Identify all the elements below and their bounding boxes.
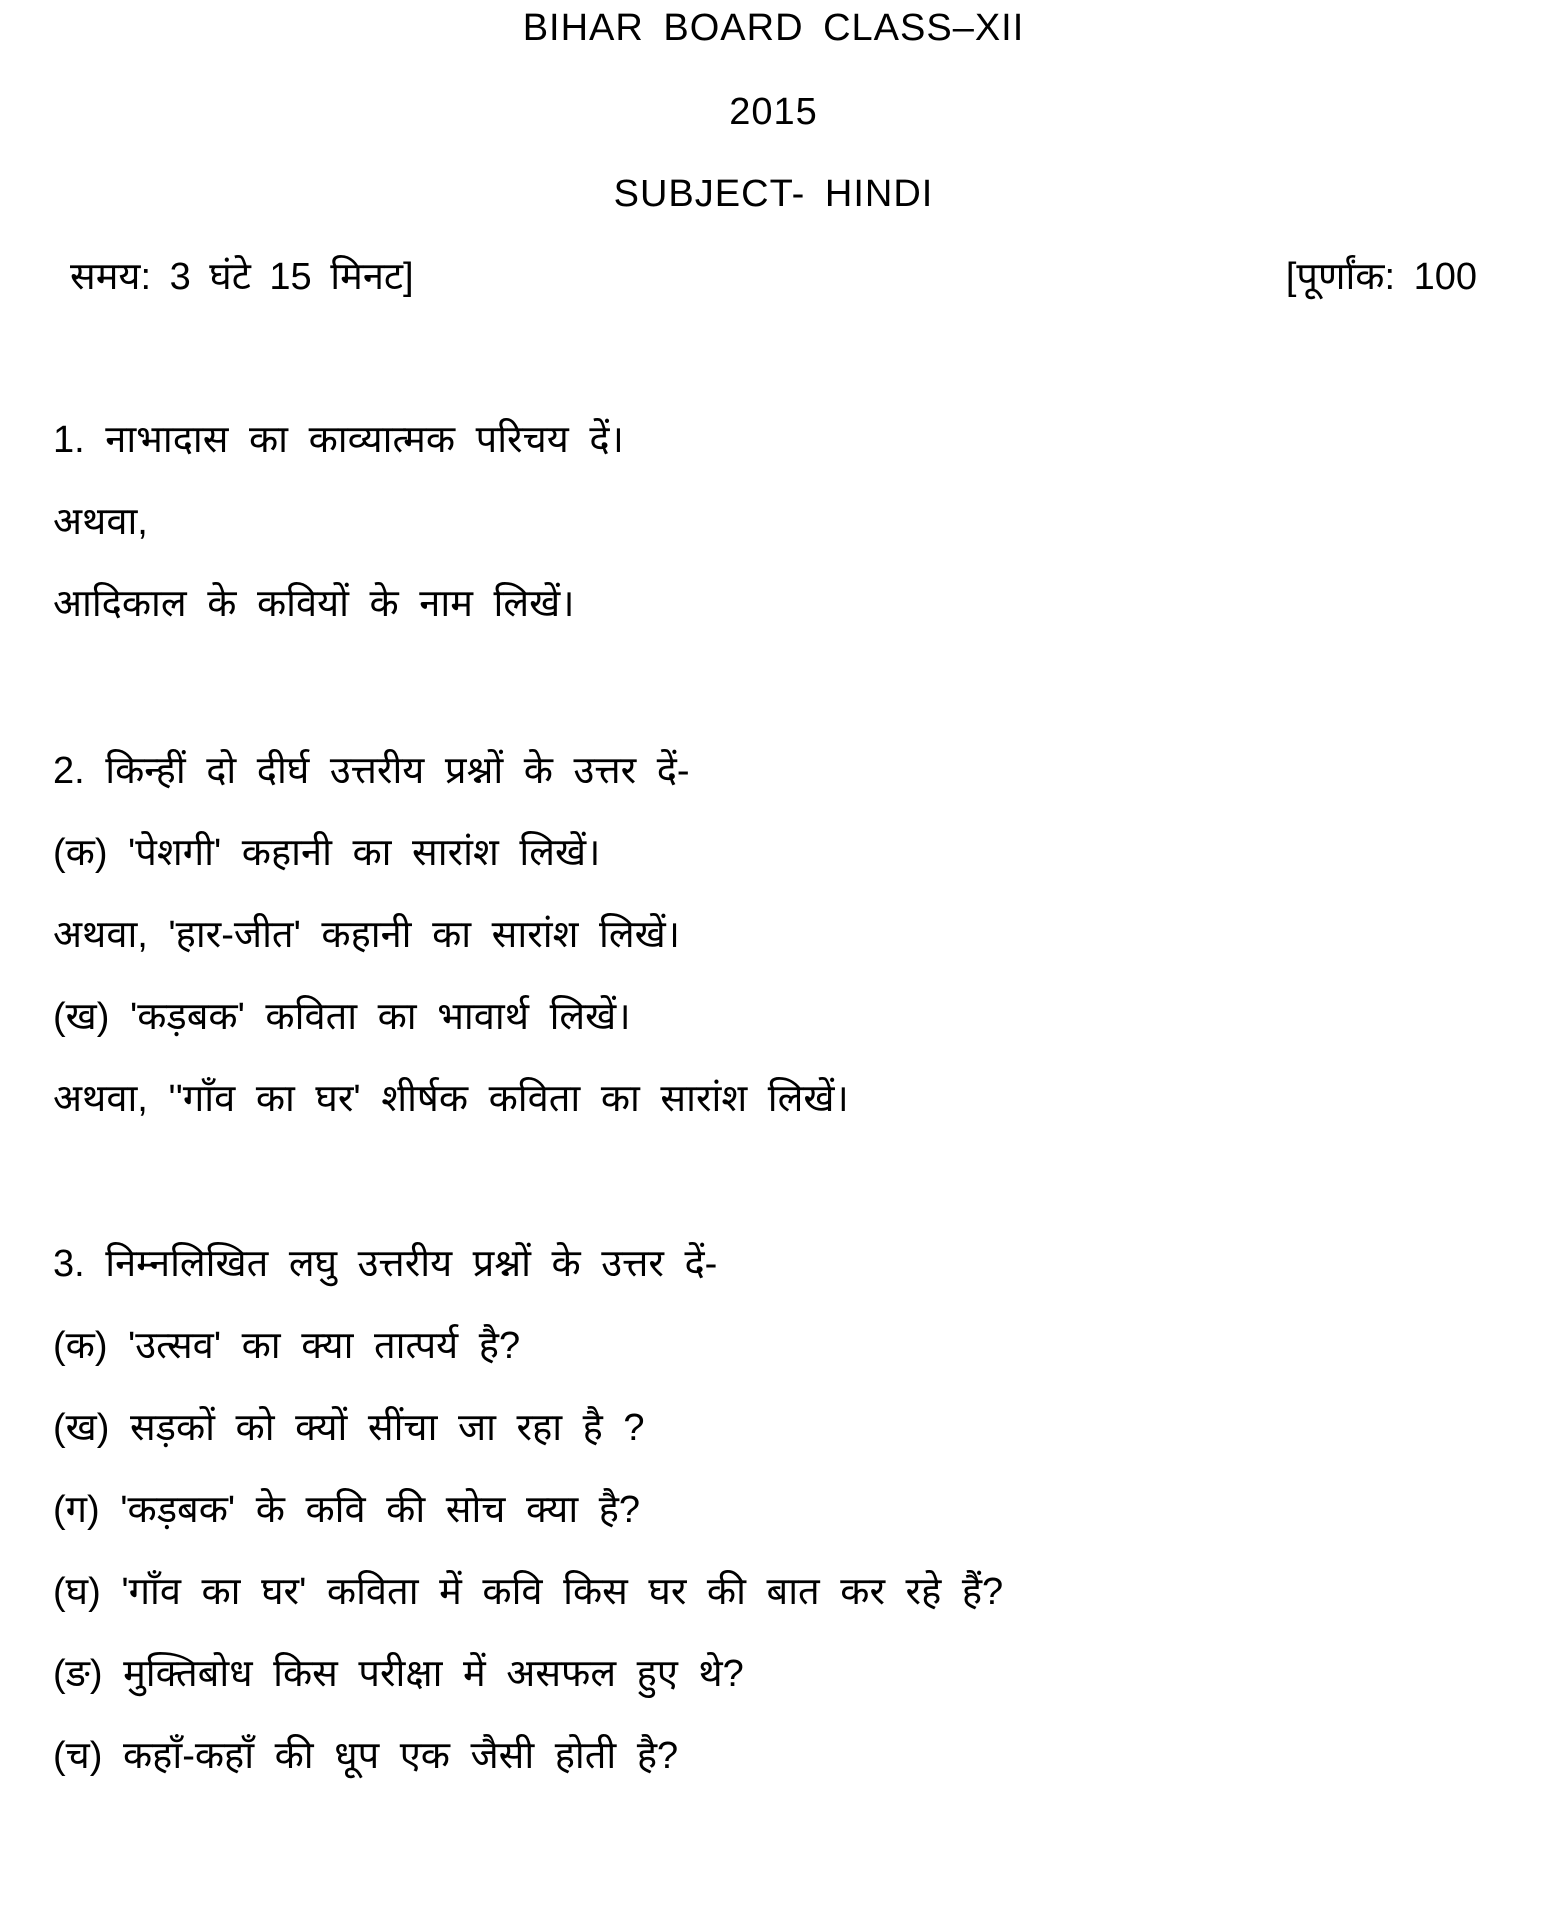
question-3-text: 3. निम्नलिखित लघु उत्तरीय प्रश्नों के उत्तर दें- — [53, 1243, 718, 1285]
question-3-part-cha: (च) कहाँ-कहाँ की धूप एक जैसी होती है? — [53, 1735, 679, 1777]
exam-year: 2015 — [729, 91, 818, 133]
question-2-text: 2. किन्हीं दो दीर्घ उत्तरीय प्रश्नों के उत्तर दें- — [53, 750, 690, 792]
exam-meta-row — [70, 254, 1477, 300]
time-allowed: समय: 3 घंटे 15 मिनट] — [70, 256, 414, 298]
question-2-part-ka: (क) 'पेशगी' कहानी का सारांश लिखें। — [53, 832, 601, 874]
question-2-part-kha: (ख) 'कड़बक' कविता का भावार्थ लिखें। — [53, 996, 631, 1038]
question-3-part-ka: (क) 'उत्सव' का क्या तात्पर्य है? — [53, 1325, 521, 1367]
full-marks: [पूर्णांक: 100 — [1285, 256, 1477, 298]
question-1-or: अथवा, — [53, 501, 148, 543]
subject-title: SUBJECT- HINDI — [613, 173, 934, 215]
question-2-part-kha-or: अथवा, ''गाँव का घर' शीर्षक कविता का सारांश लिखें। — [53, 1078, 849, 1120]
question-3-part-ga: (ग) 'कड़बक' के कवि की सोच क्या है? — [53, 1489, 641, 1531]
question-3-part-gha: (घ) 'गाँव का घर' कविता में कवि किस घर की बात कर रहे हैं? — [53, 1571, 1004, 1613]
question-3-part-nga: (ङ) मुक्तिबोध किस परीक्षा में असफल हुए थे? — [53, 1653, 744, 1695]
question-2-part-ka-or: अथवा, 'हार-जीत' कहानी का सारांश लिखें। — [53, 914, 681, 956]
board-title: BIHAR BOARD CLASS–XII — [522, 7, 1025, 49]
question-3-part-kha: (ख) सड़कों को क्यों सींचा जा रहा है ? — [53, 1407, 645, 1449]
question-1-alternative: आदिकाल के कवियों के नाम लिखें। — [53, 583, 575, 625]
question-1-text: 1. नाभादास का काव्यात्मक परिचय दें। — [53, 419, 624, 461]
